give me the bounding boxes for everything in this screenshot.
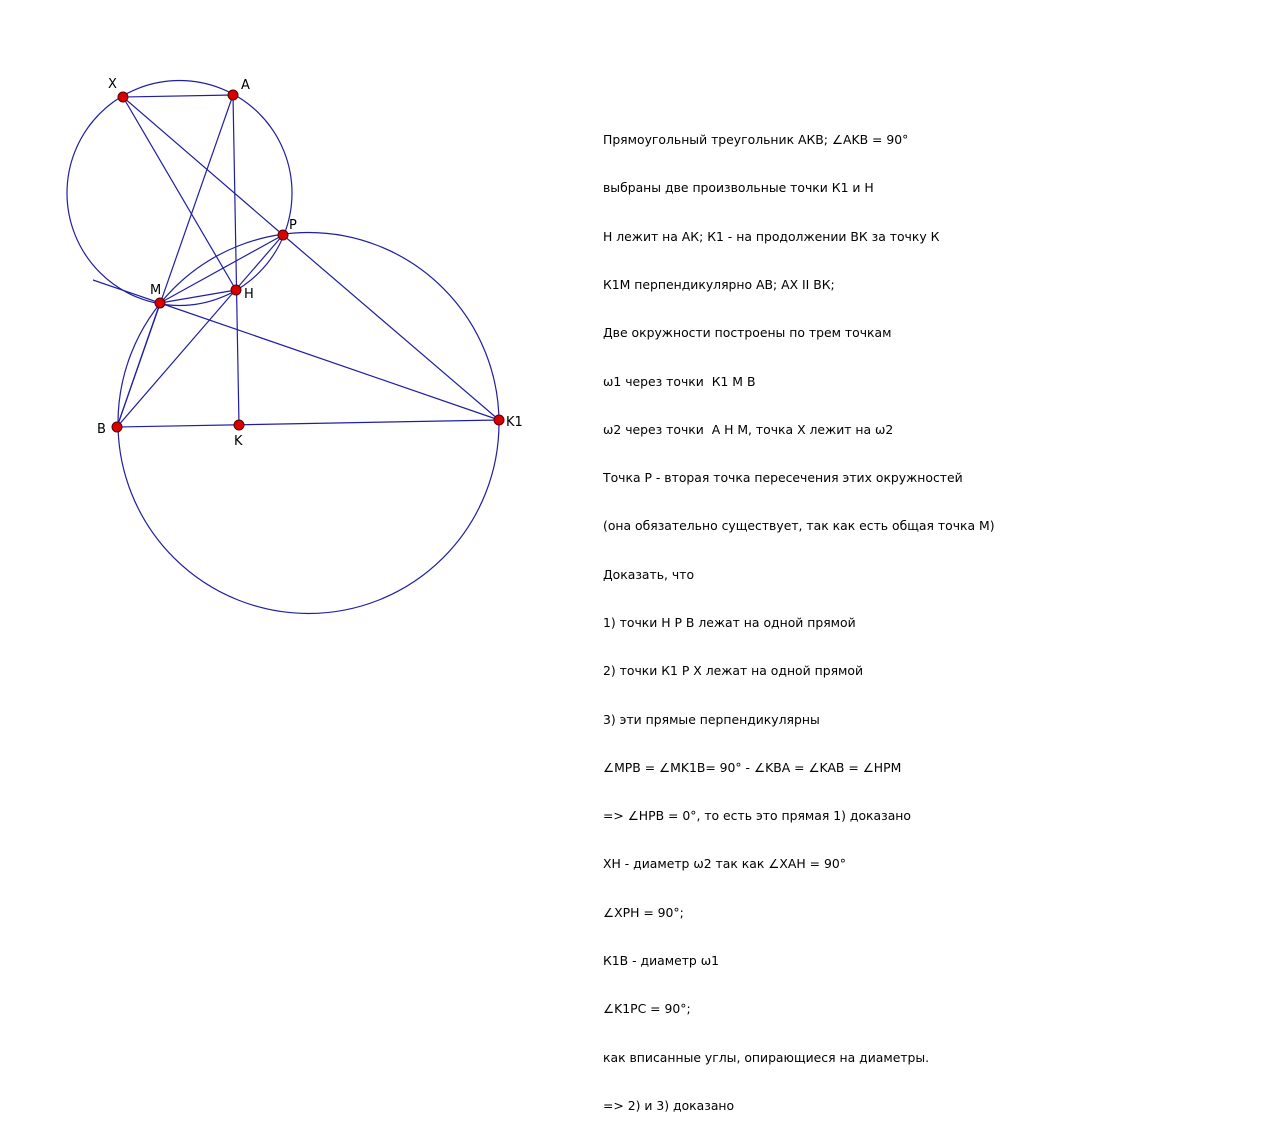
text-line: => ∠HPB = 0°, то есть это прямая 1) доказано <box>603 808 911 824</box>
text-line: 3) эти прямые перпендикулярны <box>603 711 820 727</box>
label-B: B <box>97 422 106 437</box>
text-line: ∠K1PC = 90°; <box>603 1001 691 1017</box>
segment-PK1 <box>283 235 499 420</box>
label-K: K <box>234 434 243 449</box>
text-line: Прямоугольный треугольник АКВ; ∠AKB = 90° <box>603 132 909 148</box>
label-H: H <box>244 287 254 302</box>
text-line: ∠MPB = ∠MK1B= 90° - ∠KBA = ∠KAB = ∠HPM <box>603 759 902 775</box>
label-X: X <box>108 77 117 92</box>
label-A: A <box>241 78 250 93</box>
segment-MB <box>117 303 160 427</box>
text-line: выбраны две произвольные точки К1 и Н <box>603 180 874 196</box>
text-line: Доказать, что <box>603 566 695 582</box>
text-line: Две окружности построены по трем точкам <box>603 325 892 341</box>
text-line: 1) точки Н Р В лежат на одной прямой <box>603 615 856 630</box>
point-H <box>231 285 241 295</box>
label-K1: K1 <box>506 415 523 430</box>
point-P <box>278 230 288 240</box>
point-B <box>112 422 122 432</box>
segment-XA <box>123 95 233 97</box>
text-line: ХН - диаметр ω2 так как ∠XAH = 90° <box>603 856 846 872</box>
text-line: => 2) и 3) доказано <box>603 1097 735 1113</box>
text-line: ω1 через точки К1 М В <box>603 373 756 389</box>
text-line: (она обязательно существует, так как есть общая точка М) <box>603 518 995 534</box>
label-P: P <box>289 218 297 233</box>
proof-text <box>603 100 995 1130</box>
text-line: К1М перпендикулярно АВ; АХ II ВК; <box>603 277 835 293</box>
text-line: ∠XPH = 90°; <box>603 904 684 920</box>
point-K <box>234 420 244 430</box>
text-line: Н лежит на АК; К1 - на продолжении ВК за точку К <box>603 228 940 244</box>
text-line: Точка Р - вторая точка пересечения этих окружностей <box>603 470 963 486</box>
text-line: ω2 через точки А Н М, точка Х лежит на ω2 <box>603 421 894 437</box>
point-X <box>118 92 128 102</box>
text-line: как вписанные углы, опирающиеся на диаметры. <box>603 1049 930 1065</box>
point-A <box>228 90 238 100</box>
text-line: К1В - диаметр ω1 <box>603 952 719 968</box>
segment-MK1 <box>160 303 499 420</box>
segment-XH <box>123 97 236 290</box>
segment-XP <box>123 97 283 235</box>
point-K1 <box>494 415 504 425</box>
point-M <box>155 298 165 308</box>
text-line: 2) точки К1 Р Х лежат на одной прямой <box>603 663 864 679</box>
label-M: M <box>150 283 162 298</box>
segment-BK1 <box>117 420 499 427</box>
